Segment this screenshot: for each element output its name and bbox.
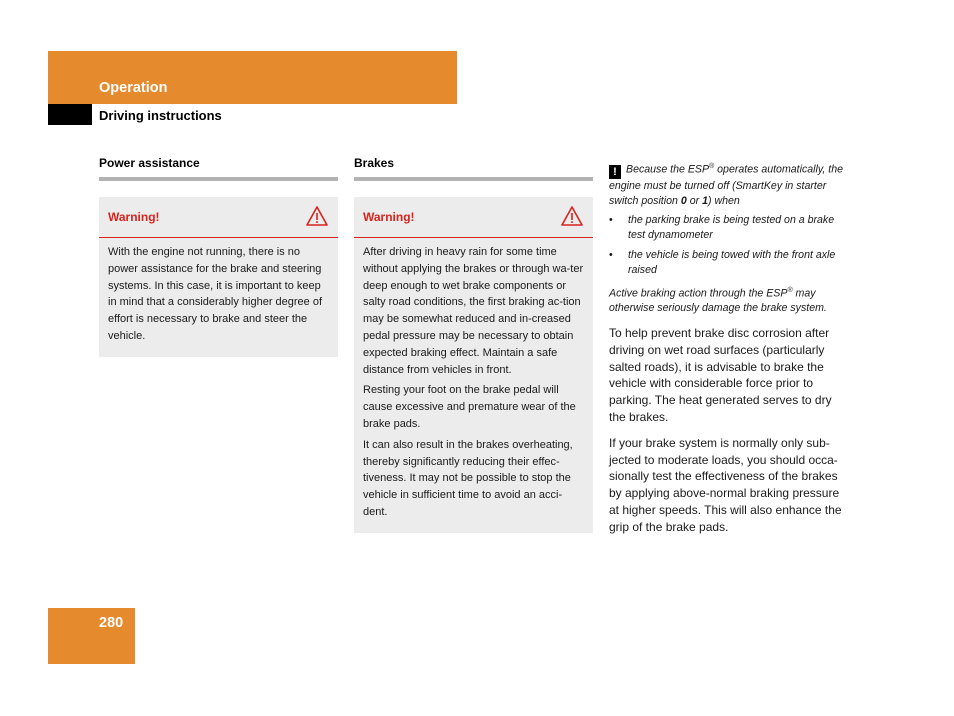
warning-box: [354, 197, 593, 533]
warning-header: [354, 197, 593, 238]
warning-label: Warning!: [108, 210, 160, 224]
warning-body: [354, 238, 593, 533]
warning-label: Warning!: [363, 210, 415, 224]
section-header-bar: [48, 51, 457, 104]
list-item: • the parking brake is being tested on a brake test dynamometer: [609, 213, 835, 241]
list-item: • the vehicle is being towed with the front axle raised: [609, 248, 836, 276]
body-paragraph: To help prevent brake disc corrosion after driving on wet road surfaces (particularly salted roads), it is advisable to brake the vehicle with considerable force prior to parking. The heat generated serves to dry the brakes.: [609, 326, 832, 425]
heading-rule: [354, 177, 593, 181]
note-intro: ! Because the ESP® operates automatically, the engine must be turned off (SmartKey in starter switch position 0 or 1) when: [609, 163, 843, 207]
heading-rule: [99, 177, 338, 181]
subsection-title: Driving instructions: [99, 108, 222, 123]
section-title: Operation: [99, 80, 168, 96]
warning-paragraph: It can also result in the brakes overheating, thereby significantly reducing their effec-tiveness. It may not be possible to stop the vehicle in sufficient time to avoid an acci-dent.: [363, 438, 573, 518]
warning-header: [99, 197, 338, 238]
warning-paragraph: After driving in heavy rain for some time without applying the brakes or through wa-ter deep enough to wet brake components or salty road conditions, the first braking ac-tion may be somewhat reduced and in-creased pedal pressure may be necessary to obtain expected braking effect. Maintain a safe distance from vehicles in front.: [363, 246, 584, 376]
note-bullet-list: [609, 213, 851, 278]
warning-paragraph: Resting your foot on the brake pedal will cause excessive and premature wear of the brake pads.: [363, 384, 576, 430]
column-heading: Power assistance: [99, 156, 200, 170]
warning-body: [99, 238, 338, 357]
note-closing: Active braking action through the ESP® may otherwise seriously damage the brake system.: [609, 286, 827, 315]
column-notes: [609, 159, 851, 536]
warning-triangle-icon: [561, 205, 583, 227]
column-heading: Brakes: [354, 156, 395, 170]
body-paragraph: If your brake system is normally only sub-jected to moderate loads, you should occa-sionally test the effectiveness of the brakes by applying above-normal braking pressure at higher speeds. This will also enhance the grip of the brake pads.: [609, 435, 842, 534]
column-power-assistance: [99, 156, 338, 357]
exclamation-icon: !: [609, 165, 621, 179]
warning-paragraph: With the engine not running, there is no power assistance for the brake and steering systems. In this case, it is important to keep in mind that a considerably higher degree of effort is necessary to brake and steer the vehicle.: [108, 246, 323, 342]
warning-triangle-icon: [306, 205, 328, 227]
page-number: 280: [99, 615, 124, 631]
column-brakes: [354, 156, 593, 533]
section-marker: [48, 104, 92, 125]
warning-box: [99, 197, 338, 357]
note-block: [609, 159, 851, 316]
